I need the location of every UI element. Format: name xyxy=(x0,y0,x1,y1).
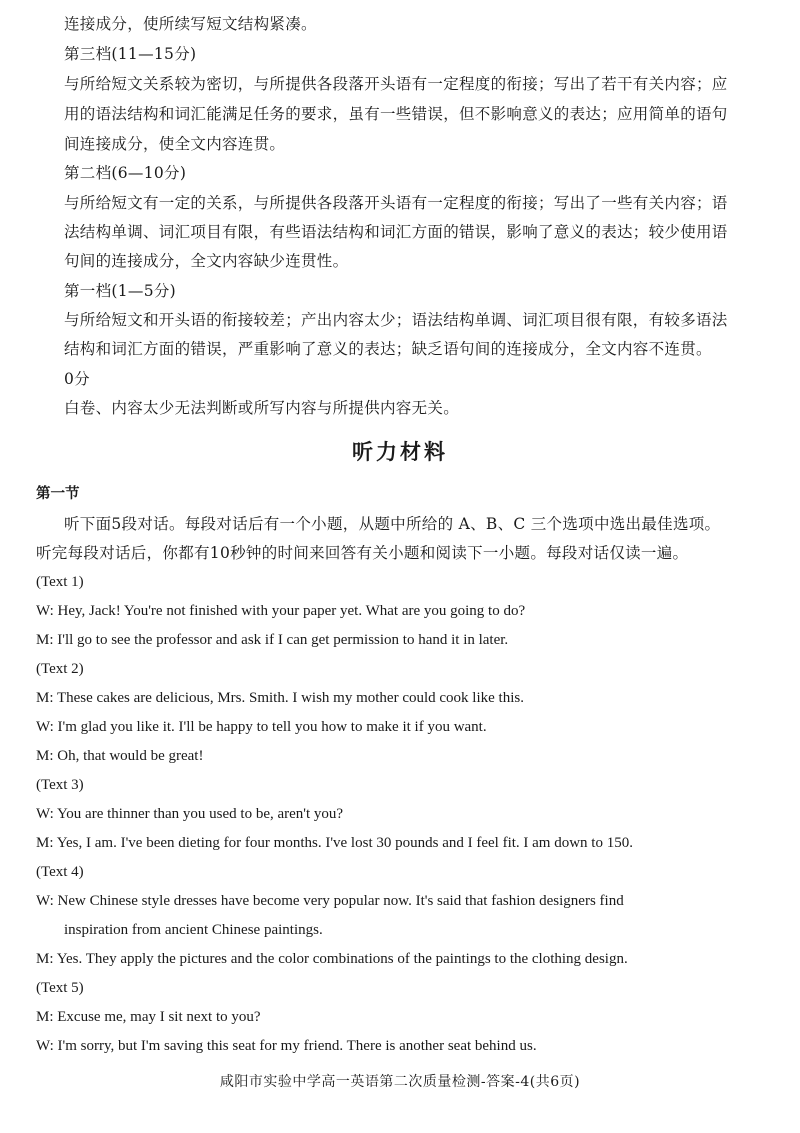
dialogue-line: W: I'm glad you like it. I'll be happy to tell you how to make it if you want. xyxy=(36,719,487,735)
dialogue-line: M: Yes, I am. I've been dieting for four months. I've lost 30 pounds and I feel fit. I am down to 150. xyxy=(36,835,633,851)
rubric-line: 与所给短文有一定的关系，与所提供各段落开头语有一定程度的衔接；写出了一些有关内容；语 xyxy=(64,194,728,212)
rubric-line: 用的语法结构和词汇能满足任务的要求，虽有一些错误，但不影响意义的表达；应用简单的语句 xyxy=(64,105,728,123)
dialogue-line: M: Oh, that would be great! xyxy=(36,748,204,764)
dialogue-line: W: You are thinner than you used to be, aren't you? xyxy=(36,806,344,822)
dialogue-line: M: Yes. They apply the pictures and the color combinations of the paintings to the clothing design. xyxy=(36,951,628,967)
dialogue-line-continued: inspiration from ancient Chinese paintings. xyxy=(64,922,323,938)
rubric-line: 白卷、内容太少无法判断或所写内容与所提供内容无关。 xyxy=(64,399,460,417)
text-label: (Text 1) xyxy=(36,574,84,590)
text-label: (Text 2) xyxy=(36,661,84,677)
text-label: (Text 4) xyxy=(36,864,84,880)
rubric-line: 法结构单调、词汇项目有限，有些语法结构和词汇方面的错误，影响了意义的表达；较少使用语 xyxy=(64,223,728,241)
instructions-line: 听下面5段对话。每段对话后有一个小题，从题中所给的 A、B、C 三个选项中选出最佳选项。 xyxy=(64,515,721,533)
dialogue-line: W: I'm sorry, but I'm saving this seat for my friend. There is another seat behind us. xyxy=(36,1038,537,1054)
dialogue-line: M: I'll go to see the professor and ask if I can get permission to hand it in later. xyxy=(36,632,509,648)
dialogue-line: W: Hey, Jack! You're not finished with your paper yet. What are you going to do? xyxy=(36,603,526,619)
dialogue-line: W: New Chinese style dresses have become very popular now. It's said that fashion designers find xyxy=(36,893,624,909)
dialogue-line: M: These cakes are delicious, Mrs. Smith. I wish my mother could cook like this. xyxy=(36,690,524,706)
rubric-line: 与所给短文和开头语的衔接较差；产出内容太少；语法结构单调、词汇项目很有限，有较多语法 xyxy=(64,311,728,329)
page-footer: 咸阳市实验中学高一英语第二次质量检测-答案-4(共6页) xyxy=(219,1074,581,1090)
rubric-line: 间连接成分，使全文内容连贯。 xyxy=(64,135,286,153)
dialogue-line: M: Excuse me, may I sit next to you? xyxy=(36,1009,261,1025)
rubric-grade-heading: 第一档(1—5分) xyxy=(64,282,177,300)
rubric-line: 结构和词汇方面的错误，严重影响了意义的表达；缺乏语句间的连接成分，全文内容不连贯。 xyxy=(64,340,712,358)
section-heading: 第一节 xyxy=(36,486,80,502)
rubric-line: 句间的连接成分，全文内容缺少连贯性。 xyxy=(64,252,349,270)
instructions-line: 听完每段对话后，你都有10秒钟的时间来回答有关小题和阅读下一小题。每段对话仅读一遍。 xyxy=(36,544,689,562)
listening-title: 听力材料 xyxy=(352,440,448,464)
rubric-grade-heading: 第三档(11—15分) xyxy=(64,45,197,63)
rubric-line: 连接成分，使所续写短文结构紧凑。 xyxy=(64,15,317,33)
text-label: (Text 5) xyxy=(36,980,84,996)
rubric-line: 与所给短文关系较为密切，与所提供各段落开头语有一定程度的衔接；写出了若干有关内容；应 xyxy=(64,75,728,93)
rubric-grade-heading: 第二档(6—10分) xyxy=(64,164,187,182)
rubric-grade-heading: 0分 xyxy=(64,370,90,388)
text-label: (Text 3) xyxy=(36,777,84,793)
